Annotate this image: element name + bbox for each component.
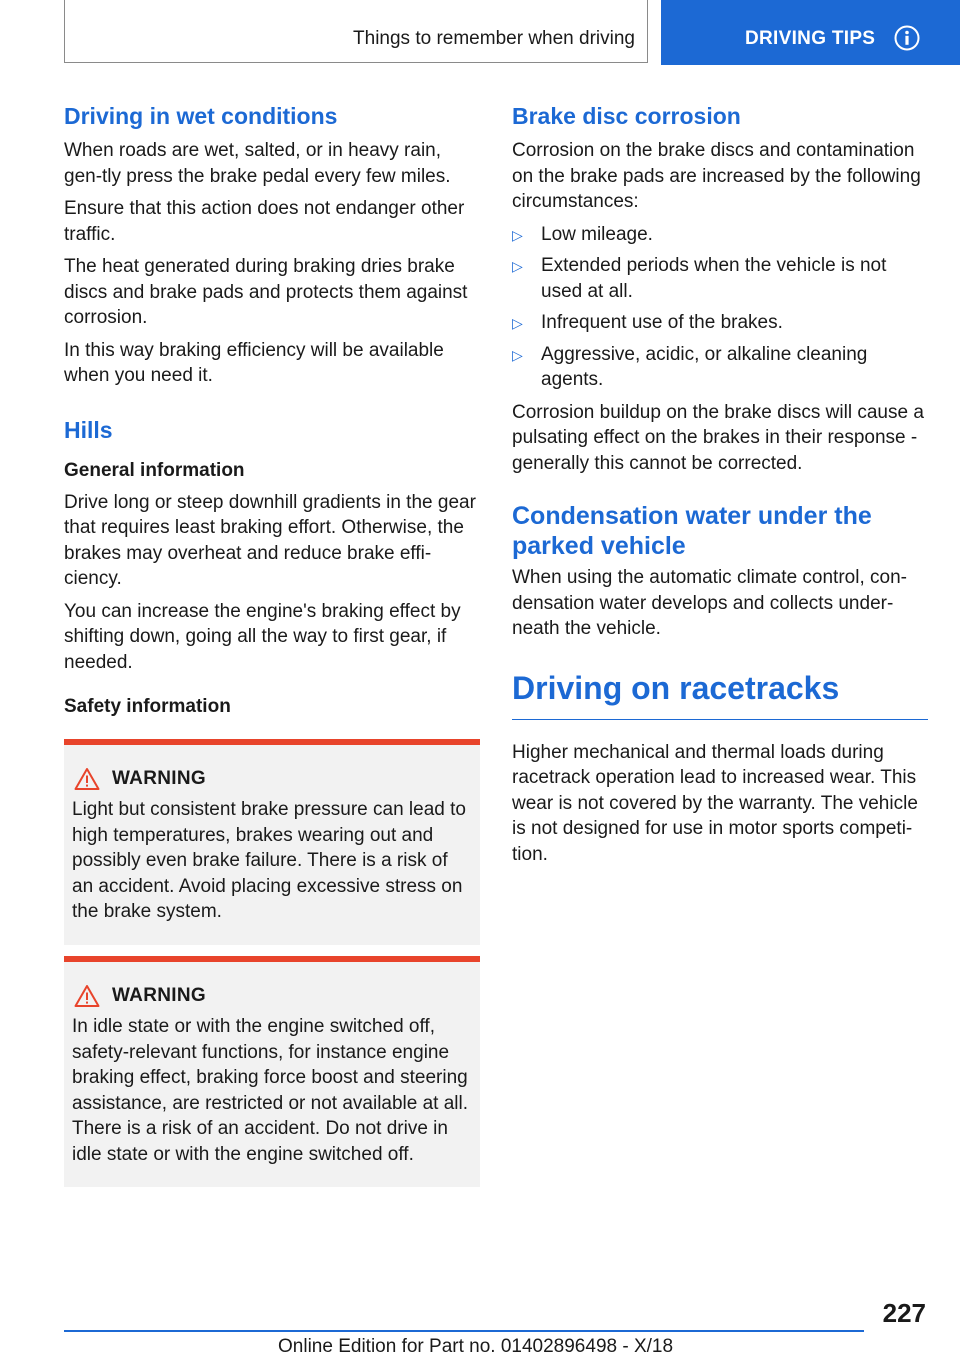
corrosion-intro: Corrosion on the brake discs and contamination on the brake pads are increased by the following circumstances: [512, 140, 921, 212]
triangle-bullet-icon: ▷ [512, 346, 523, 363]
wet-paragraph-4: In this way braking efficiency will be available when you need it. [64, 339, 444, 386]
wet-paragraph-3: The heat generated during braking dries brake discs and brake pads and protects them against corrosion. [64, 256, 468, 328]
warning-box-2 [64, 956, 480, 1187]
left-column [64, 100, 480, 726]
wet-paragraph-2: Ensure that this action does not endanger other traffic. [64, 198, 465, 245]
header-section-title: Things to remember when driving [353, 28, 635, 49]
page-number: 227 [882, 1298, 926, 1328]
hills-paragraph-2: You can increase the engine's braking effect by shifting down, going all the way to first gear, if needed. [64, 600, 461, 673]
header-chapter-tab[interactable] [661, 0, 960, 65]
footer-divider [64, 1330, 864, 1332]
warning-title: WARNING [112, 985, 206, 1006]
racetracks-heading: Driving on racetracks [512, 667, 928, 720]
hills-heading: Hills [64, 416, 113, 443]
header-section-box [64, 0, 648, 63]
condensation-heading: Condensation water under the parked vehicle [512, 502, 872, 560]
brake-disc-corrosion-heading: Brake disc corrosion [512, 103, 741, 129]
right-column [512, 100, 928, 874]
triangle-bullet-icon: ▷ [512, 315, 523, 331]
warning-text: Light but consistent brake pressure can lead to high temperatures, brakes wearing out and possibly even brake failure. There is a risk of an accident. Avoid placing excessive stress on the brake system. [72, 799, 466, 922]
triangle-bullet-icon: ▷ [512, 226, 523, 243]
warning-text: In idle state or with the engine switched off, safety-relevant functions, for instance engine braking effect, braking force boost and steering assistance, are restricted or not available at all. There is a risk of an accident. Do not drive in idle state or with the engine switched off. [72, 1016, 469, 1165]
list-item: ▷ Aggressive, acidic, or alkaline cleaning agents. [512, 343, 868, 390]
safety-information-heading: Safety information [64, 696, 231, 717]
footer-edition: Online Edition for Part no. 01402896498 - X/18 [278, 1336, 674, 1357]
warning-title: WARNING [112, 768, 206, 789]
info-circle-icon[interactable] [894, 25, 920, 51]
list-item: ▷ Infrequent use of the brakes. [512, 310, 928, 336]
list-item: ▷ Extended periods when the vehicle is not used at all. [512, 255, 887, 302]
wet-paragraph-1: When roads are wet, salted, or in heavy rain, gen-tly press the brake pedal every few miles. [64, 140, 451, 187]
corrosion-outro: Corrosion buildup on the brake discs will cause a pulsating effect on the brakes in their response - generally this cannot be corrected. [512, 401, 924, 474]
warning-triangle-icon [74, 984, 100, 1008]
general-information-heading: General information [64, 459, 245, 481]
hills-paragraph-1: Drive long or steep downhill gradients in the gear that requires least braking effort. Otherwise, the brakes may overheat and reduce brake effi-ciency. [64, 491, 476, 589]
list-item: ▷ Low mileage. [512, 222, 928, 248]
racetracks-text: Higher mechanical and thermal loads during racetrack operation lead to increased wear. This wear is not covered by the warranty. The vehicle is not designed for use in motor sports competi-tion. [512, 741, 918, 865]
warning-box-1 [64, 739, 480, 945]
corrosion-circumstances-list [512, 222, 928, 393]
wet-conditions-heading: Driving in wet conditions [64, 103, 338, 129]
header-chapter-title: DRIVING TIPS [745, 28, 876, 49]
warning-triangle-icon [74, 767, 100, 791]
condensation-text: When using the automatic climate control, con-densation water develops and collects under-neath the vehicle. [512, 567, 907, 639]
triangle-bullet-icon: ▷ [512, 258, 523, 274]
